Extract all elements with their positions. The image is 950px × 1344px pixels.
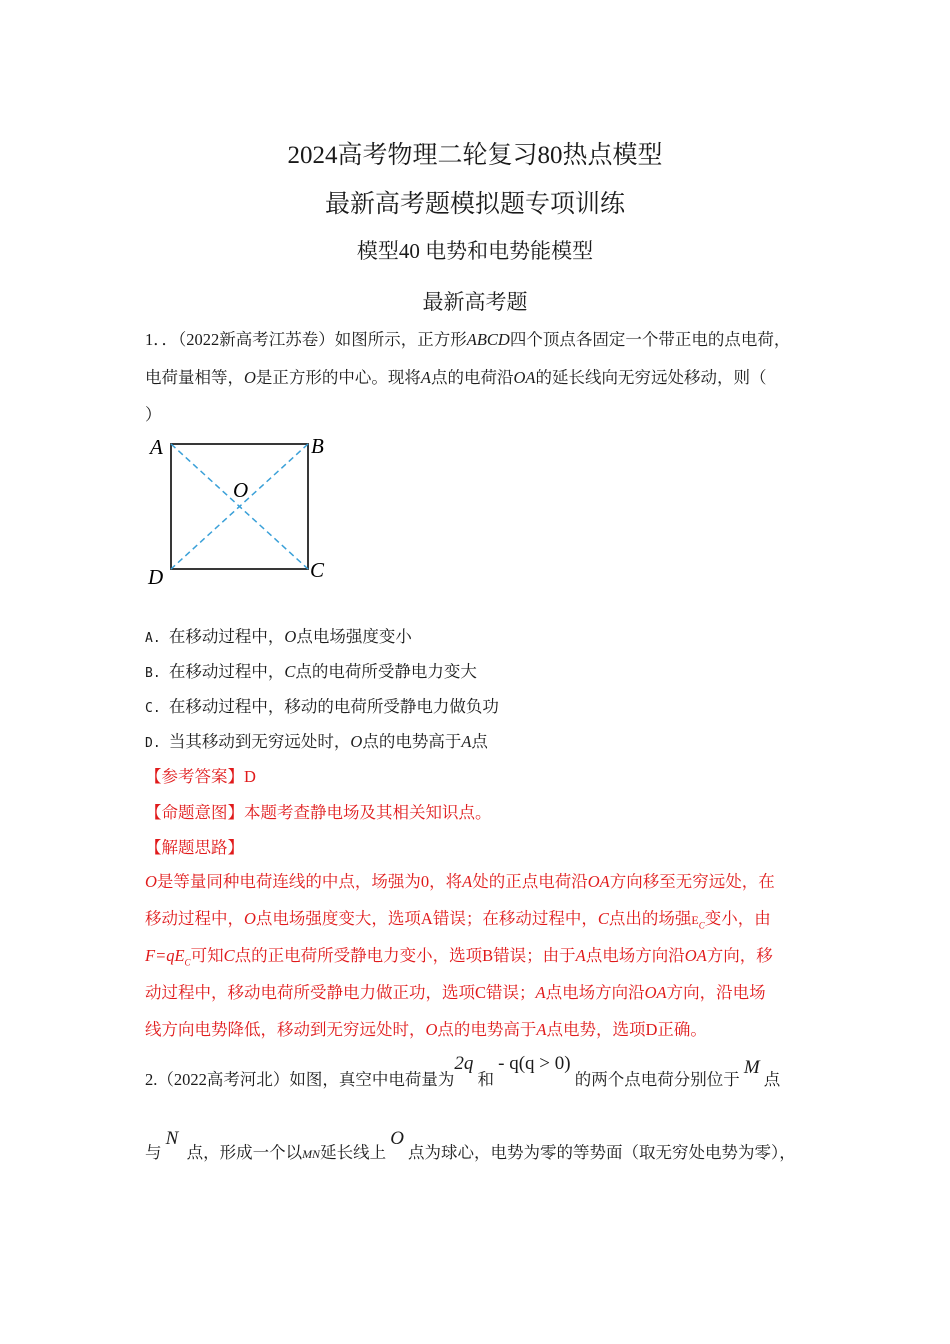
solution-line-5: 线方向电势降低，移动到无穷远处时，O点的电势高于A点电势，选项D正确。	[145, 1020, 707, 1039]
q2-line-1: 2.（2022高考河北）如图，真空中电荷量为2q 和 - q(q > 0) 的两个点电荷分别位于 M 点	[145, 1053, 781, 1089]
section-heading: 最新高考题	[422, 290, 528, 314]
title-line-2: 最新高考题模拟题专项训练	[324, 191, 625, 218]
q1-stem-line-1: 1．．（2022新高考江苏卷）如图所示，正方形ABCD四个顶点各固定一个带正电的点电荷，	[145, 330, 791, 349]
option-d: D. 当其移动到无穷远处时，O点的电势高于A点	[145, 732, 488, 751]
q1-stem-line-3: ）	[145, 405, 162, 424]
q2-line-2: 与 N 点，形成一个以MN延长线上 O 点为球心，电势为零的等势面（取无穷处电势为零），	[145, 1128, 796, 1162]
option-c: C. 在移动过程中，移动的电荷所受静电力做负功	[145, 697, 499, 716]
solution-line-4: 动过程中，移动电荷所受静电力做正功，选项C错误；A点电场方向沿OA方向，沿电场	[145, 983, 766, 1002]
option-b: B. 在移动过程中，C点的电荷所受静电力变大	[145, 662, 477, 681]
solution-line-3: $F=qE_C$可知C点的正电荷所受静电力变小，选项B错误；由于A点电场方向沿OA方向，移	[145, 946, 773, 968]
option-a: A. 在移动过程中，O点电场强度变小	[145, 627, 412, 646]
solution-line-2: 移动过程中，O点电场强度变大，选项A错误；在移动过程中，C点出的场强$E_C$变小，由	[145, 909, 771, 931]
solution-line-1: O是等量同种电荷连线的中点，场强为0，将A处的正点电荷沿OA方向移至无穷远处，在	[145, 872, 775, 891]
label-b: B	[311, 434, 324, 458]
title-line-1: 2024高考物理二轮复习80热点模型	[287, 142, 663, 169]
label-o: O	[233, 478, 249, 502]
question-intent: 【命题意图】本题考查静电场及其相关知识点。	[145, 803, 492, 822]
thinking-label: 【解题思路】	[145, 838, 244, 857]
label-a: A	[150, 435, 163, 459]
label-d: D	[148, 565, 164, 589]
q1-stem-line-2: 电荷量相等，O是正方形的中心。现将A点的电荷沿OA的延长线向无穷远处移动，则（	[145, 368, 767, 387]
label-c: C	[310, 558, 325, 582]
model-title: 模型40 电势和电势能模型	[356, 239, 594, 263]
square-figure	[140, 430, 340, 590]
reference-answer: 【参考答案】D	[145, 767, 256, 786]
